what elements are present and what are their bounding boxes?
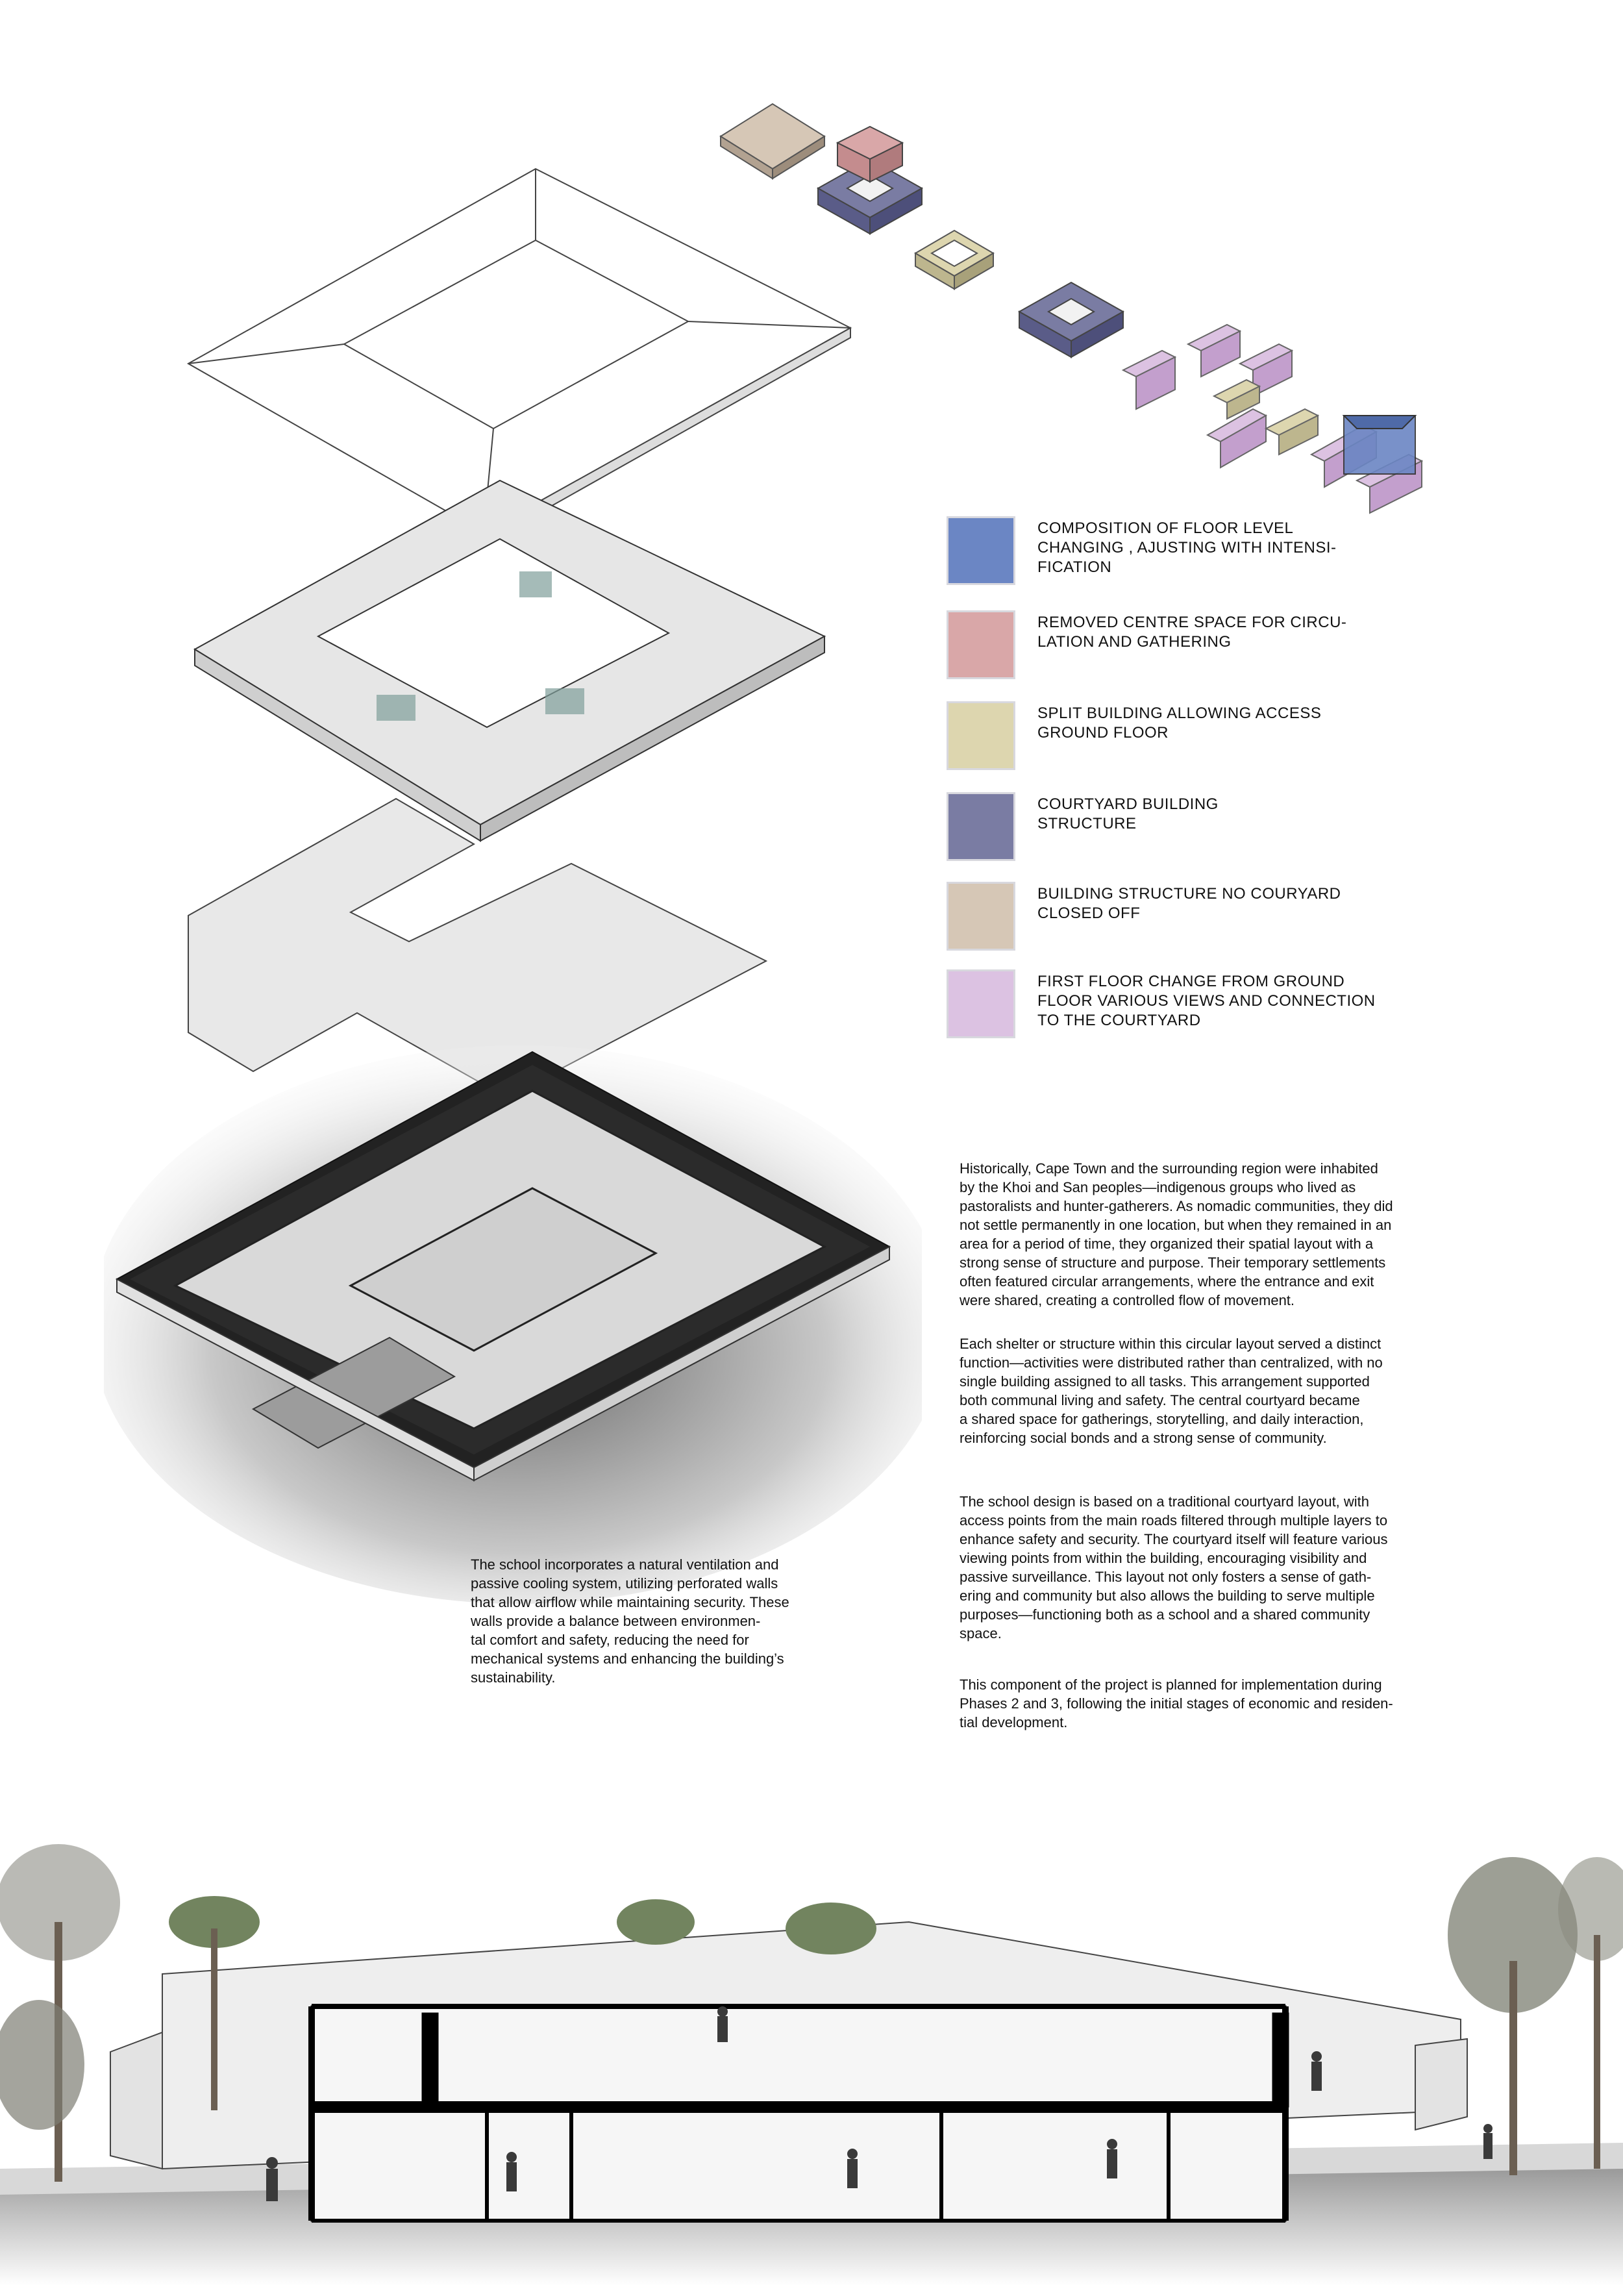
first-floor-plan: [195, 480, 824, 841]
legend-swatch: [947, 701, 1015, 770]
legend-label: BUILDING STRUCTURE NO COURYARD CLOSED OFF: [1037, 885, 1341, 922]
legend-item: [947, 516, 1453, 588]
building-section: [0, 1805, 1623, 2286]
tree: [0, 1844, 120, 2182]
legend-item: [947, 792, 1453, 864]
roof-outline: [188, 169, 850, 544]
legend-label: REMOVED CENTRE SPACE FOR CIRCU- LATION AND GATHERING: [1037, 614, 1347, 651]
legend-label: COURTYARD BUILDING STRUCTURE: [1037, 795, 1219, 832]
legend-label: SPLIT BUILDING ALLOWING ACCESS GROUND FLOOR: [1037, 705, 1322, 742]
tree: [1448, 1857, 1578, 2175]
legend-swatch: [947, 516, 1015, 585]
legend-swatch: [947, 792, 1015, 861]
ventilation-paragraph: The school incorporates a natural ventilation and passive cooling system, utilizing perforated walls that allow airflow while maintaining security. These walls provide a balance between environmen- tal comfort and safety, reducing the need for mechanical systems and enhancing the building’s sustainability.: [471, 1556, 789, 1686]
massing-block-courtyard: [1019, 282, 1123, 357]
legend-item: [947, 701, 1453, 773]
legend-swatch: [947, 969, 1015, 1038]
legend-item: [947, 882, 1453, 953]
history-paragraph-2: Each shelter or structure within this circular layout served a distinct function—activities were distributed rather than centralized, with no single building assigned to all tasks. This arrangement supported both communal living and safety. The central courtyard became a shared space for gatherings, storytelling, and daily interaction, reinforcing social bonds and a strong sense of community.: [960, 1336, 1383, 1446]
legend-item: [947, 610, 1453, 682]
ground-floor-plan: [104, 1045, 922, 1604]
history-paragraph-1: Historically, Cape Town and the surrounding region were inhabited by the Khoi and San peoples—indigenous groups who lived as pastoralists and hunter-gatherers. As nomadic communities, they did not settle permanently in one location, but when they remained in an area for a period of time, they organized their spatial layout with a strong sense of structure and purpose. Their temporary settlements often featured circular arrangements, where the entrance and exit were shared, creating a controlled flow of movement.: [960, 1160, 1393, 1308]
section-cut: [312, 2006, 1289, 2221]
tree: [1558, 1857, 1623, 2169]
exploded-axonometric: [104, 156, 922, 1636]
design-paragraph: The school design is based on a traditional courtyard layout, with access points from the main roads filtered through multiple layers to enhance safety and security. The courtyard itself will feature various viewing points from within the building, encouraging visibility and passive surveillance. This layout not only fosters a sense of gath- ering and community but also allows the building to serve multiple purposes—functioning both as a school and a shared community space.: [960, 1493, 1388, 1641]
legend-item: [947, 969, 1453, 1041]
massing-block-floor-level: [1344, 416, 1415, 474]
legend-label: COMPOSITION OF FLOOR LEVEL CHANGING , AJUSTING WITH INTENSI- FICATION: [1037, 519, 1337, 576]
legend-swatch: [947, 882, 1015, 951]
legend-swatch: [947, 610, 1015, 679]
legend-label: FIRST FLOOR CHANGE FROM GROUND FLOOR VARIOUS VIEWS AND CONNECTION TO THE COURTYARD: [1037, 973, 1376, 1029]
phases-paragraph: This component of the project is planned for implementation during Phases 2 and 3, following the initial stages of economic and residen- tial development.: [960, 1677, 1393, 1730]
massing-block-split: [915, 231, 993, 289]
